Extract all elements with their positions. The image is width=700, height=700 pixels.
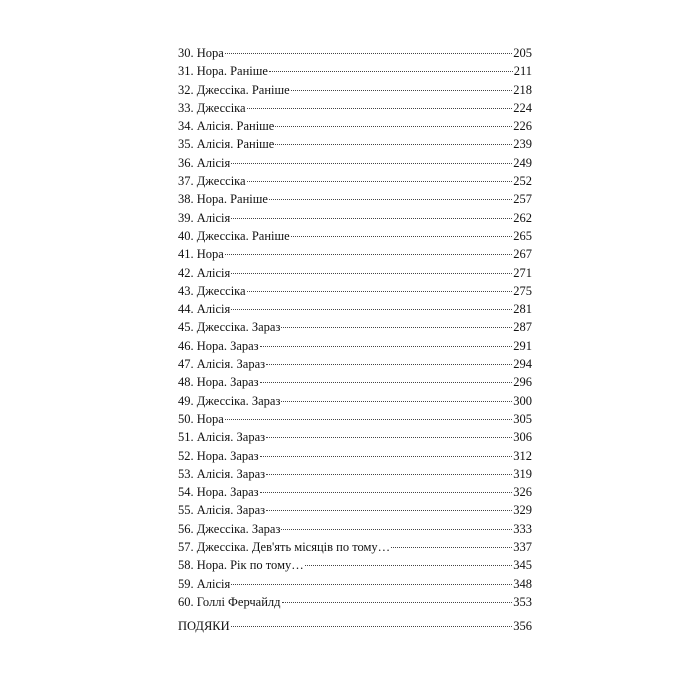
toc-entry (178, 117, 532, 135)
toc-entry-title: 57. Джессіка. Дев'ять місяців по тому… (178, 540, 391, 555)
toc-entry-title: 30. Нора (178, 46, 224, 60)
dot-leader (231, 163, 512, 164)
toc-entry-title: 43. Джессіка (178, 283, 246, 298)
toc-entry-title: 31. Нора. Раніше (178, 64, 268, 79)
toc-entry (178, 501, 532, 519)
toc-entry-page-number: 257 (513, 192, 532, 207)
toc-entry-page-number: 226 (513, 119, 532, 134)
toc-entry-title: 51. Алісія. Зараз (178, 430, 266, 445)
dot-leader (225, 419, 512, 420)
dot-leader (291, 236, 513, 237)
dot-leader (305, 565, 513, 566)
dot-leader (231, 626, 513, 627)
table-of-contents (178, 44, 532, 636)
toc-entry-title: 38. Нора. Раніше (178, 192, 268, 207)
toc-entry (178, 575, 532, 593)
toc-entry-title: 48. Нора. Зараз (178, 375, 259, 390)
toc-entry (178, 81, 532, 99)
toc-entry-title: 46. Нора. Зараз (178, 338, 259, 353)
dot-leader (269, 71, 513, 72)
toc-entry-page-number: 326 (513, 485, 532, 500)
toc-entry-title: 59. Алісія (178, 576, 231, 591)
toc-entry-page-number: 333 (513, 521, 532, 536)
toc-entry-page-number: 306 (513, 430, 532, 445)
dot-leader (275, 126, 512, 127)
toc-entry (178, 410, 532, 428)
toc-entry (178, 538, 532, 556)
toc-entry (178, 428, 532, 446)
dot-leader (225, 53, 512, 54)
toc-entry-page-number: 218 (513, 82, 532, 97)
toc-entry-title: 53. Алісія. Зараз (178, 466, 266, 481)
toc-entry-title: 52. Нора. Зараз (178, 448, 259, 463)
toc-entry-page-number: 294 (513, 357, 532, 372)
toc-entry (178, 300, 532, 318)
toc-entry-title: 39. Алісія (178, 210, 231, 225)
toc-entry-page-number: 356 (513, 619, 532, 634)
toc-entry-title: 33. Джессіка (178, 100, 246, 115)
toc-entry (178, 447, 532, 465)
dot-leader (231, 273, 512, 274)
toc-entry-title: 60. Голлі Ферчайлд (178, 594, 281, 609)
dot-leader (291, 90, 513, 91)
dot-leader (266, 474, 512, 475)
toc-entry-page-number: 291 (513, 338, 532, 353)
toc-entry-page-number: 287 (513, 320, 532, 335)
toc-entry-page-number: 224 (513, 100, 532, 115)
toc-entry-title: 49. Джессіка. Зараз (178, 393, 281, 408)
toc-entry (178, 227, 532, 245)
toc-entry (178, 337, 532, 355)
dot-leader (260, 382, 513, 383)
toc-entry-page-number: 345 (513, 558, 532, 573)
dot-leader (281, 401, 512, 402)
toc-entry (178, 172, 532, 190)
dot-leader (391, 547, 512, 548)
toc-entry-page-number: 249 (513, 155, 532, 170)
dot-leader (260, 346, 513, 347)
toc-entry-title: ПОДЯКИ (178, 619, 230, 634)
toc-entry (178, 556, 532, 574)
toc-entry-title: 41. Нора (178, 247, 224, 262)
toc-entry-title: 42. Алісія (178, 265, 231, 280)
toc-entry-page-number: 262 (513, 210, 532, 225)
toc-entry (178, 154, 532, 172)
toc-entry (178, 245, 532, 263)
toc-entry (178, 209, 532, 227)
dot-leader (282, 602, 513, 603)
toc-entry (178, 617, 532, 635)
toc-entry (178, 318, 532, 336)
dot-leader (231, 309, 512, 310)
toc-entry (178, 593, 532, 611)
toc-entry-page-number: 265 (513, 228, 532, 243)
toc-entry-page-number: 275 (513, 283, 532, 298)
toc-entry-page-number: 300 (513, 393, 532, 408)
toc-entry-title: 44. Алісія (178, 302, 231, 317)
toc-entry-page-number: 312 (513, 448, 532, 463)
dot-leader (266, 510, 512, 511)
toc-entry-page-number: 319 (513, 466, 532, 481)
dot-leader (266, 364, 512, 365)
dot-leader (260, 456, 513, 457)
toc-entry-title: 45. Джессіка. Зараз (178, 320, 281, 335)
toc-entry-title: 56. Джессіка. Зараз (178, 521, 281, 536)
dot-leader (247, 181, 513, 182)
toc-entry (178, 44, 532, 62)
toc-entry-page-number: 267 (513, 247, 532, 262)
toc-entry-title: 54. Нора. Зараз (178, 485, 259, 500)
toc-entry (178, 483, 532, 501)
toc-entry-page-number: 211 (513, 64, 532, 79)
toc-entry (178, 99, 532, 117)
dot-leader (266, 437, 512, 438)
dot-leader (269, 199, 512, 200)
toc-entry-page-number: 281 (513, 302, 532, 317)
toc-entry-page-number: 329 (513, 503, 532, 518)
toc-entry (178, 264, 532, 282)
toc-entry-title: 36. Алісія (178, 155, 231, 170)
dot-leader (275, 144, 512, 145)
toc-entry-title: 37. Джессіка (178, 174, 246, 189)
toc-entry (178, 282, 532, 300)
toc-entry-title: 50. Нора (178, 411, 224, 426)
dot-leader (281, 529, 512, 530)
toc-entry (178, 392, 532, 410)
toc-entry (178, 355, 532, 373)
toc-entry (178, 373, 532, 391)
toc-entry-title: 58. Нора. Рік по тому… (178, 558, 304, 573)
toc-entry-title: 47. Алісія. Зараз (178, 357, 266, 372)
toc-entry-page-number: 271 (513, 265, 532, 280)
toc-entry-title: 40. Джессіка. Раніше (178, 228, 290, 243)
dot-leader (231, 584, 512, 585)
toc-entry (178, 520, 532, 538)
toc-entry-page-number: 353 (513, 594, 532, 609)
dot-leader (247, 291, 513, 292)
dot-leader (231, 218, 512, 219)
toc-entry-page-number: 252 (513, 174, 532, 189)
toc-entry (178, 62, 532, 80)
toc-entry-title: 55. Алісія. Зараз (178, 503, 266, 518)
toc-entry-title: 34. Алісія. Раніше (178, 119, 275, 134)
toc-entry-page-number: 305 (513, 411, 532, 426)
dot-leader (260, 492, 513, 493)
toc-entry (178, 190, 532, 208)
toc-entry-page-number: 337 (513, 540, 532, 555)
dot-leader (247, 108, 513, 109)
toc-entry-title: 35. Алісія. Раніше (178, 137, 275, 152)
toc-entry-page-number: 239 (513, 137, 532, 152)
toc-entry (178, 135, 532, 153)
toc-entry-title: 32. Джессіка. Раніше (178, 82, 290, 97)
toc-entry-page-number: 296 (513, 375, 532, 390)
toc-entry-page-number: 205 (513, 46, 532, 60)
dot-leader (281, 327, 512, 328)
dot-leader (225, 254, 512, 255)
toc-entry (178, 465, 532, 483)
toc-entry-page-number: 348 (513, 576, 532, 591)
